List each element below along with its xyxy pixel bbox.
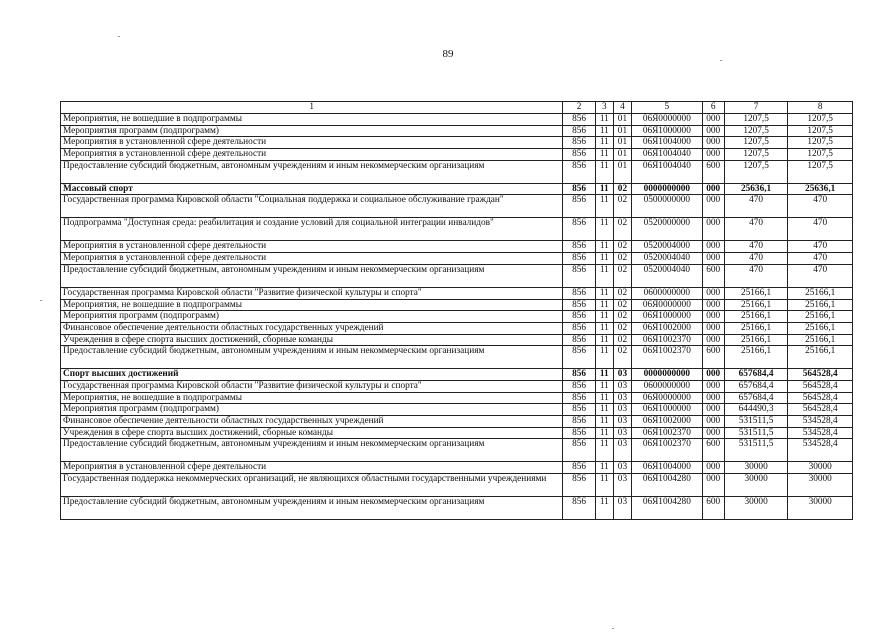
table-row [61,125,853,137]
row-amount-year2: 534528,4 [788,416,853,428]
row-amount-year2: 25166,1 [788,322,853,334]
header-cell: 6 [702,102,724,114]
row-expense-type: 600 [702,439,724,462]
row-name: Предоставление субсидий бюджетным, автономным учреждениям и иным некоммерческим организациям [61,160,563,183]
row-expense-type: 000 [702,416,724,428]
row-amount-year1: 657684,4 [724,392,788,404]
row-ved-code: 856 [563,114,595,126]
row-section-code: 11 [595,253,613,265]
row-section-code: 11 [595,287,613,299]
row-name: Предоставление субсидий бюджетным, автономным учреждениям и иным некоммерческим организациям [61,439,563,462]
table-row [61,322,853,334]
table-row [61,149,853,161]
row-expense-type: 000 [702,474,724,497]
row-expense-type: 000 [702,114,724,126]
row-subsection-code: 02 [613,264,631,287]
row-section-code: 11 [595,195,613,218]
table-row [61,334,853,346]
row-amount-year1: 470 [724,264,788,287]
row-amount-year1: 657684,4 [724,369,788,381]
row-name: Учреждения в сфере спорта высших достижений, сборные команды [61,334,563,346]
row-subsection-code: 03 [613,474,631,497]
scan-speck [720,60,722,61]
row-amount-year2: 534528,4 [788,427,853,439]
row-target-article: 0520004040 [632,264,703,287]
row-amount-year1: 25166,1 [724,311,788,323]
row-amount-year2: 564528,4 [788,404,853,416]
table-row [61,462,853,474]
row-subsection-code: 02 [613,183,631,195]
row-amount-year1: 25166,1 [724,322,788,334]
row-amount-year1: 531511,5 [724,439,788,462]
row-expense-type: 000 [702,299,724,311]
row-ved-code: 856 [563,299,595,311]
row-amount-year1: 25166,1 [724,287,788,299]
row-subsection-code: 01 [613,149,631,161]
row-target-article: 0000000000 [632,183,703,195]
header-cell: 1 [61,102,563,114]
row-amount-year1: 25636,1 [724,183,788,195]
header-cell: 2 [563,102,595,114]
row-amount-year2: 1207,5 [788,137,853,149]
row-name: Спорт высших достижений [61,369,563,381]
header-cell: 8 [788,102,853,114]
row-ved-code: 856 [563,253,595,265]
row-subsection-code: 03 [613,392,631,404]
row-amount-year1: 531511,5 [724,427,788,439]
row-target-article: 06Я1002370 [632,427,703,439]
row-name: Мероприятия программ (подпрограмм) [61,404,563,416]
table-row [61,137,853,149]
row-ved-code: 856 [563,137,595,149]
table-header-row [61,102,853,114]
table-row [61,183,853,195]
row-expense-type: 600 [702,346,724,369]
row-subsection-code: 02 [613,346,631,369]
row-target-article: 06Я1002370 [632,334,703,346]
row-target-article: 0600000000 [632,287,703,299]
table-row [61,439,853,462]
row-expense-type: 000 [702,462,724,474]
row-amount-year2: 564528,4 [788,369,853,381]
row-amount-year1: 25166,1 [724,346,788,369]
table-row [61,218,853,241]
row-section-code: 11 [595,427,613,439]
row-target-article: 06Я1002370 [632,439,703,462]
row-subsection-code: 03 [613,380,631,392]
row-amount-year2: 1207,5 [788,114,853,126]
row-expense-type: 000 [702,392,724,404]
row-amount-year2: 30000 [788,497,853,520]
row-ved-code: 856 [563,416,595,428]
row-target-article: 0520000000 [632,218,703,241]
row-ved-code: 856 [563,183,595,195]
row-target-article: 06Я1002000 [632,416,703,428]
row-amount-year2: 564528,4 [788,392,853,404]
row-ved-code: 856 [563,380,595,392]
row-name: Мероприятия программ (подпрограмм) [61,311,563,323]
row-amount-year1: 1207,5 [724,160,788,183]
row-ved-code: 856 [563,160,595,183]
row-expense-type: 000 [702,241,724,253]
row-subsection-code: 01 [613,160,631,183]
row-name: Мероприятия в установленной сфере деятельности [61,241,563,253]
row-subsection-code: 03 [613,404,631,416]
table-row [61,404,853,416]
row-section-code: 11 [595,241,613,253]
row-amount-year2: 534528,4 [788,439,853,462]
row-expense-type: 000 [702,311,724,323]
row-amount-year1: 531511,5 [724,416,788,428]
row-section-code: 11 [595,149,613,161]
table-row [61,474,853,497]
page-number: 89 [442,48,454,60]
row-amount-year1: 1207,5 [724,125,788,137]
header-cell: 7 [724,102,788,114]
row-expense-type: 000 [702,137,724,149]
table-row [61,195,853,218]
row-subsection-code: 02 [613,287,631,299]
row-subsection-code: 02 [613,334,631,346]
row-target-article: 06Я1004000 [632,462,703,474]
row-ved-code: 856 [563,334,595,346]
row-target-article: 0000000000 [632,369,703,381]
scan-speck [612,628,614,629]
row-amount-year2: 30000 [788,474,853,497]
row-section-code: 11 [595,322,613,334]
row-expense-type: 600 [702,264,724,287]
row-ved-code: 856 [563,264,595,287]
row-expense-type: 000 [702,287,724,299]
row-subsection-code: 03 [613,497,631,520]
row-ved-code: 856 [563,346,595,369]
header-cell: 3 [595,102,613,114]
row-ved-code: 856 [563,404,595,416]
row-amount-year1: 644490,3 [724,404,788,416]
row-subsection-code: 03 [613,439,631,462]
row-amount-year2: 470 [788,241,853,253]
row-name: Мероприятия в установленной сфере деятельности [61,137,563,149]
row-amount-year2: 25166,1 [788,311,853,323]
row-name: Мероприятия в установленной сфере деятельности [61,149,563,161]
row-expense-type: 000 [702,322,724,334]
row-amount-year1: 30000 [724,462,788,474]
row-ved-code: 856 [563,149,595,161]
row-amount-year1: 25166,1 [724,299,788,311]
row-target-article: 06Я0000000 [632,114,703,126]
table-row [61,114,853,126]
row-expense-type: 000 [702,183,724,195]
row-ved-code: 856 [563,369,595,381]
row-section-code: 11 [595,369,613,381]
row-amount-year1: 470 [724,218,788,241]
row-section-code: 11 [595,334,613,346]
row-expense-type: 000 [702,253,724,265]
row-target-article: 06Я1000000 [632,404,703,416]
row-ved-code: 856 [563,439,595,462]
row-section-code: 11 [595,404,613,416]
row-expense-type: 000 [702,334,724,346]
row-section-code: 11 [595,264,613,287]
row-amount-year1: 470 [724,253,788,265]
row-expense-type: 000 [702,404,724,416]
row-subsection-code: 03 [613,416,631,428]
table-row [61,287,853,299]
row-amount-year2: 1207,5 [788,160,853,183]
row-target-article: 0520004040 [632,253,703,265]
row-section-code: 11 [595,380,613,392]
table-row [61,380,853,392]
row-target-article: 0500000000 [632,195,703,218]
row-ved-code: 856 [563,218,595,241]
row-subsection-code: 03 [613,462,631,474]
table-row [61,160,853,183]
row-ved-code: 856 [563,195,595,218]
table-row [61,416,853,428]
row-section-code: 11 [595,125,613,137]
row-section-code: 11 [595,218,613,241]
row-name: Финансовое обеспечение деятельности областных государственных учреждений [61,416,563,428]
row-target-article: 0600000000 [632,380,703,392]
row-target-article: 06Я1002370 [632,346,703,369]
row-amount-year2: 1207,5 [788,125,853,137]
row-section-code: 11 [595,416,613,428]
row-ved-code: 856 [563,427,595,439]
row-section-code: 11 [595,497,613,520]
row-target-article: 06Я1004040 [632,149,703,161]
row-name: Массовый спорт [61,183,563,195]
table-row [61,264,853,287]
row-amount-year2: 25166,1 [788,346,853,369]
row-section-code: 11 [595,439,613,462]
row-expense-type: 000 [702,380,724,392]
row-expense-type: 000 [702,218,724,241]
row-amount-year2: 470 [788,218,853,241]
row-amount-year2: 25166,1 [788,334,853,346]
row-subsection-code: 02 [613,195,631,218]
row-name: Мероприятия, не вошедшие в подпрограммы [61,392,563,404]
row-amount-year2: 470 [788,253,853,265]
row-expense-type: 600 [702,160,724,183]
row-ved-code: 856 [563,287,595,299]
row-name: Мероприятия, не вошедшие в подпрограммы [61,299,563,311]
table-row [61,369,853,381]
row-section-code: 11 [595,299,613,311]
row-amount-year1: 25166,1 [724,334,788,346]
row-subsection-code: 03 [613,427,631,439]
row-amount-year1: 1207,5 [724,114,788,126]
row-section-code: 11 [595,311,613,323]
row-target-article: 0520004000 [632,241,703,253]
row-target-article: 06Я1004000 [632,137,703,149]
row-name: Государственная поддержка некоммерческих организаций, не являющихся областными государственными учреждениями [61,474,563,497]
row-target-article: 06Я1000000 [632,311,703,323]
row-name: Мероприятия в установленной сфере деятельности [61,462,563,474]
row-amount-year2: 564528,4 [788,380,853,392]
row-expense-type: 000 [702,427,724,439]
table-row [61,497,853,520]
row-amount-year2: 470 [788,264,853,287]
row-subsection-code: 01 [613,114,631,126]
row-subsection-code: 01 [613,125,631,137]
row-amount-year1: 657684,4 [724,380,788,392]
row-section-code: 11 [595,137,613,149]
row-subsection-code: 03 [613,369,631,381]
row-subsection-code: 02 [613,311,631,323]
table-row [61,427,853,439]
row-amount-year2: 25166,1 [788,299,853,311]
header-cell: 5 [632,102,703,114]
row-amount-year1: 470 [724,241,788,253]
row-ved-code: 856 [563,474,595,497]
row-target-article: 06Я0000000 [632,392,703,404]
row-name: Предоставление субсидий бюджетным, автономным учреждениям и иным некоммерческим организациям [61,264,563,287]
row-name: Предоставление субсидий бюджетным, автономным учреждениям и иным некоммерческим организациям [61,497,563,520]
row-subsection-code: 02 [613,299,631,311]
row-ved-code: 856 [563,392,595,404]
row-subsection-code: 02 [613,322,631,334]
row-amount-year1: 1207,5 [724,137,788,149]
row-name: Предоставление субсидий бюджетным, автономным учреждениям и иным некоммерческим организациям [61,346,563,369]
row-amount-year1: 30000 [724,474,788,497]
row-expense-type: 600 [702,497,724,520]
row-section-code: 11 [595,160,613,183]
row-section-code: 11 [595,392,613,404]
row-ved-code: 856 [563,322,595,334]
row-subsection-code: 01 [613,137,631,149]
row-section-code: 11 [595,183,613,195]
row-name: Государственная программа Кировской области "Социальная поддержка и социальное обслуживание граждан" [61,195,563,218]
row-section-code: 11 [595,346,613,369]
row-amount-year2: 1207,5 [788,149,853,161]
row-target-article: 06Я1004040 [632,160,703,183]
row-name: Мероприятия в установленной сфере деятельности [61,253,563,265]
budget-table [60,101,853,520]
table-row [61,346,853,369]
row-section-code: 11 [595,462,613,474]
table-row [61,311,853,323]
row-ved-code: 856 [563,241,595,253]
row-expense-type: 000 [702,125,724,137]
row-amount-year2: 25166,1 [788,287,853,299]
row-subsection-code: 02 [613,253,631,265]
row-target-article: 06Я0000000 [632,299,703,311]
row-name: Мероприятия программ (подпрограмм) [61,125,563,137]
table-row [61,253,853,265]
row-section-code: 11 [595,474,613,497]
row-amount-year2: 25636,1 [788,183,853,195]
table-row [61,392,853,404]
row-expense-type: 000 [702,149,724,161]
row-section-code: 11 [595,114,613,126]
row-amount-year1: 1207,5 [724,149,788,161]
scan-speck [118,36,120,37]
row-amount-year2: 470 [788,195,853,218]
row-name: Мероприятия, не вошедшие в подпрограммы [61,114,563,126]
table-row [61,299,853,311]
row-subsection-code: 02 [613,218,631,241]
row-name: Государственная программа Кировской области "Развитие физической культуры и спорта" [61,380,563,392]
table-row [61,241,853,253]
header-cell: 4 [613,102,631,114]
row-subsection-code: 02 [613,241,631,253]
row-ved-code: 856 [563,462,595,474]
row-target-article: 06Я1000000 [632,125,703,137]
row-target-article: 06Я1002000 [632,322,703,334]
row-target-article: 06Я1004280 [632,474,703,497]
row-name: Учреждения в сфере спорта высших достижений, сборные команды [61,427,563,439]
row-amount-year1: 30000 [724,497,788,520]
row-ved-code: 856 [563,125,595,137]
row-expense-type: 000 [702,369,724,381]
row-amount-year2: 30000 [788,462,853,474]
row-amount-year1: 470 [724,195,788,218]
row-name: Финансовое обеспечение деятельности областных государственных учреждений [61,322,563,334]
row-name: Подпрограмма "Доступная среда: реабилитация и создание условий для социальной интеграции инвалидов" [61,218,563,241]
row-target-article: 06Я1004280 [632,497,703,520]
row-ved-code: 856 [563,311,595,323]
scan-speck [40,300,42,301]
row-name: Государственная программа Кировской области "Развитие физической культуры и спорта" [61,287,563,299]
row-expense-type: 000 [702,195,724,218]
row-ved-code: 856 [563,497,595,520]
